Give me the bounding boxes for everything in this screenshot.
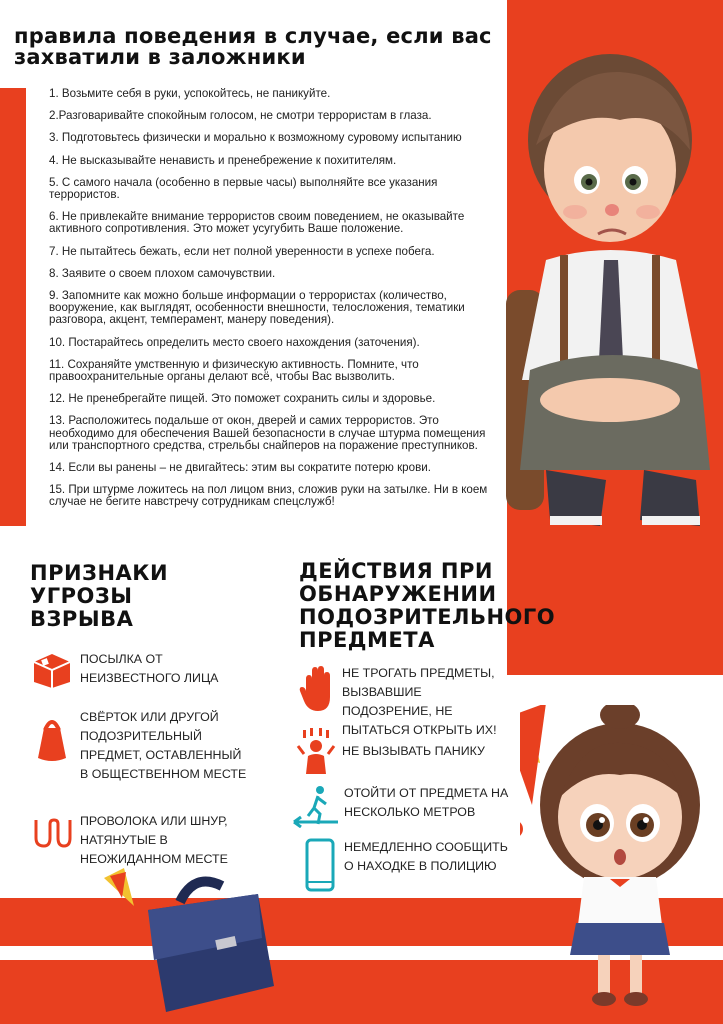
bag-icon [30,708,74,768]
actions-section-title: ДЕЙСТВИЯ ПРИ ОБНАРУЖЕНИИ ПОДОЗРИТЕЛЬНОГО ПРЕДМЕТА [299,559,556,652]
sad-boy-illustration [500,50,723,545]
sign-text: ПРОВОЛОКА ИЛИ ШНУР, НАТЯНУТЫЕ В НЕОЖИДАННОМ МЕСТЕ [80,814,228,866]
list-item: 4. Не высказывайте ненависть и пренебрежение к похитителям. [49,153,397,167]
package-icon [30,650,74,690]
stop-hand-icon [296,664,336,712]
action-item-walk-away [292,784,512,828]
panic-icon [296,728,336,776]
action-text: НЕ ВЫЗЫВАТЬ ПАНИКУ [342,744,485,758]
list-item: 7. Не пытайтесь бежать, если нет полной уверенности в успехе побега. [49,244,435,258]
list-item: 10. Постарайтесь определить место своего нахождения (заточения). [49,335,420,349]
list-item: 5. С самого начала (особенно в первые часы) выполняйте все указания террористов. [49,175,438,202]
list-item: 8. Заявите о своем плохом самочувствии. [49,266,276,280]
sign-item-bag [30,708,250,784]
rules-list [49,88,501,519]
list-item: 12. Не пренебрегайте пищей. Это поможет сохранить силы и здоровье. [49,392,436,406]
red-band-left [0,88,26,526]
surprised-girl-illustration [520,705,720,1010]
page-title: правила поведения в случае, если вас захватили в заложники [14,24,492,69]
sign-text: ПОСЫЛКА ОТ НЕИЗВЕСТНОГО ЛИЦА [80,652,219,685]
signs-section-title: ПРИЗНАКИ УГРОЗЫ ВЗРЫВА [30,561,169,631]
list-item: 13. Расположитесь подальше от окон, дверей и самих террористов. Это необходимо для обеспечения Вашей безопасности в случае штурма помещения или транспортного средства, стрельбы снайперов на поражение преступников. [49,414,486,452]
list-item: 14. Если вы ранены – не двигайтесь: этим вы сократите потерю крови. [49,461,431,475]
suspicious-bag-illustration [104,868,294,1018]
walk-away-icon [292,784,340,828]
list-item: 15. При штурме ложитесь на пол лицом вниз, сложив руки на затылке. Ни в коем случае не бегите навстречу сотрудникам спецслужб! [49,483,488,509]
list-item: 1. Возьмите себя в руки, успокойтесь, не паникуйте. [49,87,331,100]
sign-item-package [30,650,220,690]
action-text: ОТОЙТИ ОТ ПРЕДМЕТА НА НЕСКОЛЬКО МЕТРОВ [344,786,509,819]
wire-icon [30,812,74,852]
action-item-no-panic [296,728,510,776]
phone-icon [304,838,338,894]
sign-item-wire [30,812,250,869]
list-item: 6. Не привлекайте внимание террористов своим поведением, не оказывайте активного сопротивления. Это может усугубить Ваше положение. [49,210,465,236]
list-item: 2.Разговаривайте спокойным голосом, не смотри террористам в глаза. [49,109,432,123]
action-item-call-police [304,838,512,894]
list-item: 9. Запомните как можно больше информации о террористах (количество, вооружение, как выглядят, особенности внешности, телосложения, тематики разговора, акцент, темперамент, манеру поведения). [49,289,465,327]
sign-text: СВЁРТОК ИЛИ ДРУГОЙ ПОДОЗРИТЕЛЬНЫЙ ПРЕДМЕТ, ОСТАВЛЕННЫЙ В ОБЩЕСТВЕННОМ МЕСТЕ [80,710,247,781]
action-text: НЕМЕДЛЕННО СООБЩИТЬ О НАХОДКЕ В ПОЛИЦИЮ [344,840,508,873]
list-item: 3. Подготовьтесь физически и морально к возможному суровому испытанию [49,131,462,145]
list-item: 11. Сохраняйте умственную и физическую активность. Помните, что правоохранительные органы делают всё, чтобы Вас вызволить. [49,357,419,384]
action-text: НЕ ТРОГАТЬ ПРЕДМЕТЫ, ВЫЗВАВШИЕ ПОДОЗРЕНИЕ, НЕ ПЫТАТЬСЯ ОТКРЫТЬ ИХ! [342,666,497,737]
